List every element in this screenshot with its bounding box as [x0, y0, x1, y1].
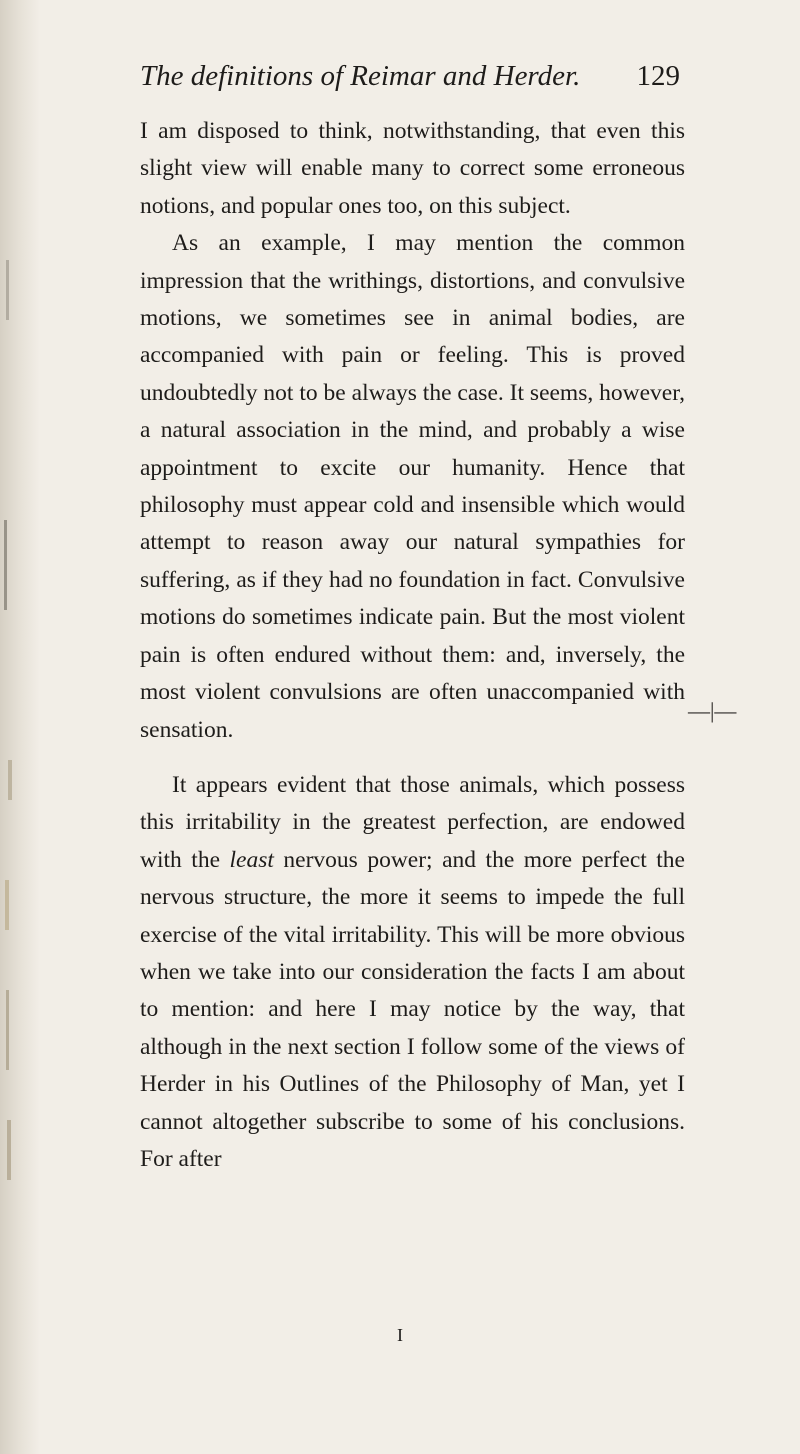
paragraph-1: I am disposed to think, notwithstanding, that even this slight view will enable many to correct some erroneous notions, and popular ones too, on this subject.	[140, 118, 685, 219]
paragraph-3-emphasis: least	[229, 846, 274, 873]
margin-mark: —|—	[688, 698, 737, 723]
paragraph-3-part-1: It appears evident that those animals, which possess this irritability in the greatest perfection, are endowed with the	[140, 771, 685, 873]
running-head-title: The definitions of Reimar and Herder.	[140, 60, 581, 92]
signature-mark: I	[397, 1325, 403, 1345]
paragraph-3-part-2: nervous power; and the more perfect the nervous structure, the more it seems to impede the full exercise of the vital irritability. This will be more obvious when we take into our consideration the facts I am about to mention: and here I may notice by the way, that although in the next section I follow some of the views of Herder in his Outlines of the Philosophy of Man, yet I cannot altogether subscribe to some of his conclusions. For after	[140, 846, 685, 1172]
paragraph-3	[140, 767, 685, 1178]
running-head	[140, 60, 680, 100]
body-text	[140, 113, 685, 1178]
page-number: 129	[636, 60, 680, 92]
binding-gutter	[0, 0, 30, 1454]
paragraph-2: As an example, I may mention the common impression that the writhings, distortions, and convulsive motions, we sometimes see in animal bodies, are accompanied with pain or feeling. This is proved undoubtedly not to be always the case. It seems, however, a natural association in the mind, and probably a wise appointment to excite our humanity. Hence that philosophy must appear cold and insensible which would attempt to reason away our natural sympathies for suffering, as if they had no foundation in fact. Convulsive motions do sometimes indicate pain. But the most violent pain is often endured without them: and, inversely, the most violent convulsions are often unaccompanied with sensation.	[140, 230, 685, 743]
